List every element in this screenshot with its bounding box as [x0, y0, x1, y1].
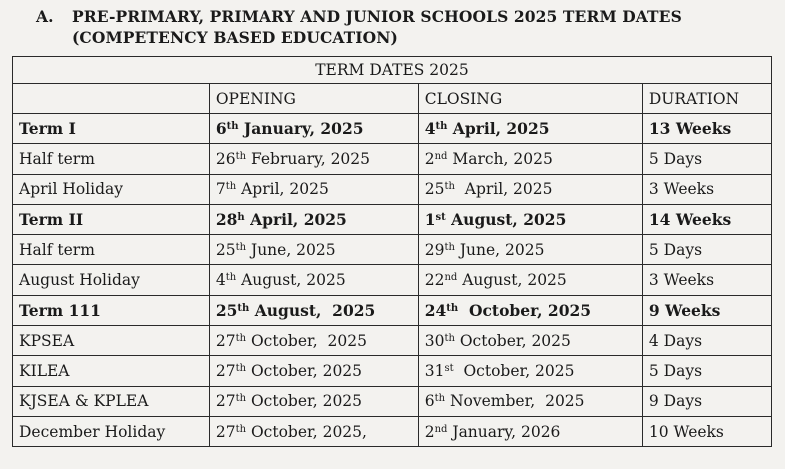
closing-date: [418, 204, 642, 234]
table-row: [13, 204, 772, 234]
date-ordinal: th: [446, 302, 459, 314]
date-ordinal: nd: [444, 272, 458, 284]
closing-date: [418, 295, 642, 325]
date-ordinal: nd: [434, 423, 448, 435]
date-rest: April, 2025: [244, 210, 347, 230]
date-rest: April, 2025: [447, 119, 550, 139]
row-label: Term 111: [13, 295, 210, 325]
date-day: 4: [424, 119, 436, 139]
table-row: [13, 386, 772, 416]
date-day: 25: [424, 180, 445, 199]
row-label: April Holiday: [13, 174, 210, 204]
row-label: KPSEA: [13, 326, 210, 356]
column-header-row: [13, 84, 772, 114]
date-day: 27: [215, 362, 236, 381]
date-day: 24: [424, 300, 447, 320]
column-header-closing: CLOSING: [418, 84, 642, 114]
date-ordinal: nd: [434, 150, 448, 162]
date-day: 29: [424, 240, 445, 259]
table-row: [13, 326, 772, 356]
column-header-duration: DURATION: [642, 84, 771, 114]
opening-date: [209, 144, 418, 174]
closing-date: [418, 114, 642, 144]
duration: 14 Weeks: [642, 204, 771, 234]
opening-date: [209, 265, 418, 295]
table-row: [13, 144, 772, 174]
date-ordinal: th: [225, 181, 237, 193]
date-day: 27: [215, 422, 236, 441]
date-ordinal: th: [226, 121, 239, 133]
date-ordinal: st: [435, 212, 446, 224]
opening-date: [209, 416, 418, 446]
date-rest: January, 2025: [238, 119, 364, 139]
opening-date: [209, 114, 418, 144]
date-day: 7: [215, 180, 226, 199]
closing-date: [418, 416, 642, 446]
row-label: December Holiday: [13, 416, 210, 446]
duration: 4 Days: [642, 326, 771, 356]
date-day: 1: [424, 210, 436, 230]
opening-date: [209, 295, 418, 325]
date-rest: October, 2025: [246, 331, 367, 350]
duration: 5 Days: [642, 235, 771, 265]
closing-date: [418, 235, 642, 265]
closing-date: [418, 265, 642, 295]
date-rest: November, 2025: [445, 392, 585, 411]
section-title: PRE-PRIMARY, PRIMARY AND JUNIOR SCHOOLS 2025 TERM DATES (COMPETENCY BASED EDUCATION): [72, 7, 682, 47]
date-day: 22: [424, 271, 445, 290]
duration: 3 Weeks: [642, 265, 771, 295]
date-rest: October, 2025: [453, 362, 575, 381]
date-rest: August, 2025: [236, 271, 346, 290]
row-label: Half term: [13, 235, 210, 265]
date-rest: October, 2025: [246, 392, 363, 411]
date-day: 26: [215, 149, 236, 168]
date-day: 27: [215, 331, 236, 350]
date-rest: February, 2025: [246, 149, 371, 168]
date-day: 2: [424, 422, 435, 441]
opening-date: [209, 326, 418, 356]
date-ordinal: th: [435, 121, 448, 133]
date-ordinal: th: [235, 150, 247, 162]
row-label: Term II: [13, 204, 210, 234]
date-rest: October, 2025: [454, 331, 571, 350]
date-day: 6: [215, 119, 227, 139]
date-rest: August, 2025: [249, 300, 376, 320]
table-row: [13, 235, 772, 265]
duration: 5 Days: [642, 144, 771, 174]
table-row: [13, 114, 772, 144]
row-label: KILEA: [13, 356, 210, 386]
date-day: 4: [215, 271, 226, 290]
date-day: 28: [215, 210, 238, 230]
date-ordinal: th: [444, 181, 455, 193]
date-day: 25: [215, 240, 236, 259]
table-row: [13, 416, 772, 446]
date-ordinal: th: [444, 241, 455, 253]
date-ordinal: th: [225, 272, 237, 284]
date-ordinal: th: [235, 393, 247, 405]
duration: 10 Weeks: [642, 416, 771, 446]
opening-date: [209, 174, 418, 204]
date-ordinal: st: [444, 363, 454, 375]
duration: 9 Days: [642, 386, 771, 416]
table-row: [13, 265, 772, 295]
duration: 5 Days: [642, 356, 771, 386]
date-rest: June, 2025: [246, 240, 336, 259]
closing-date: [418, 144, 642, 174]
opening-date: [209, 204, 418, 234]
closing-date: [418, 326, 642, 356]
row-label: Half term: [13, 144, 210, 174]
date-day: 30: [424, 331, 445, 350]
date-rest: January, 2026: [447, 422, 561, 441]
row-label: August Holiday: [13, 265, 210, 295]
date-rest: April, 2025: [236, 180, 329, 199]
date-ordinal: th: [444, 332, 455, 344]
date-ordinal: th: [235, 423, 247, 435]
date-rest: August, 2025: [457, 271, 567, 290]
opening-date: [209, 356, 418, 386]
duration: 3 Weeks: [642, 174, 771, 204]
row-label: Term I: [13, 114, 210, 144]
date-day: 31: [424, 362, 445, 381]
date-rest: June, 2025: [454, 240, 545, 259]
date-rest: October, 2025: [458, 300, 592, 320]
closing-date: [418, 356, 642, 386]
section-heading: [36, 6, 776, 48]
term-dates-table: [12, 56, 772, 447]
closing-date: [418, 386, 642, 416]
column-header-label: [13, 84, 210, 114]
table-caption: TERM DATES 2025: [13, 57, 772, 84]
closing-date: [418, 174, 642, 204]
date-day: 6: [424, 392, 435, 411]
table-row: [13, 174, 772, 204]
date-ordinal: th: [235, 241, 247, 253]
date-day: 27: [215, 392, 236, 411]
date-ordinal: th: [237, 302, 250, 314]
opening-date: [209, 235, 418, 265]
date-rest: April, 2025: [454, 180, 553, 199]
date-ordinal: th: [235, 363, 247, 375]
section-letter: A.: [36, 7, 54, 26]
date-day: 2: [424, 149, 435, 168]
date-ordinal: h: [237, 212, 245, 224]
row-label: KJSEA & KPLEA: [13, 386, 210, 416]
date-ordinal: th: [434, 393, 446, 405]
date-day: 25: [215, 300, 238, 320]
date-ordinal: th: [235, 332, 247, 344]
date-rest: October, 2025,: [246, 422, 367, 441]
date-rest: August, 2025: [445, 210, 567, 230]
date-rest: March, 2025: [447, 149, 553, 168]
table-body: [13, 114, 772, 447]
duration: 9 Weeks: [642, 295, 771, 325]
date-rest: October, 2025: [246, 362, 363, 381]
column-header-opening: OPENING: [209, 84, 418, 114]
duration: 13 Weeks: [642, 114, 771, 144]
opening-date: [209, 386, 418, 416]
table-row: [13, 356, 772, 386]
table-row: [13, 295, 772, 325]
